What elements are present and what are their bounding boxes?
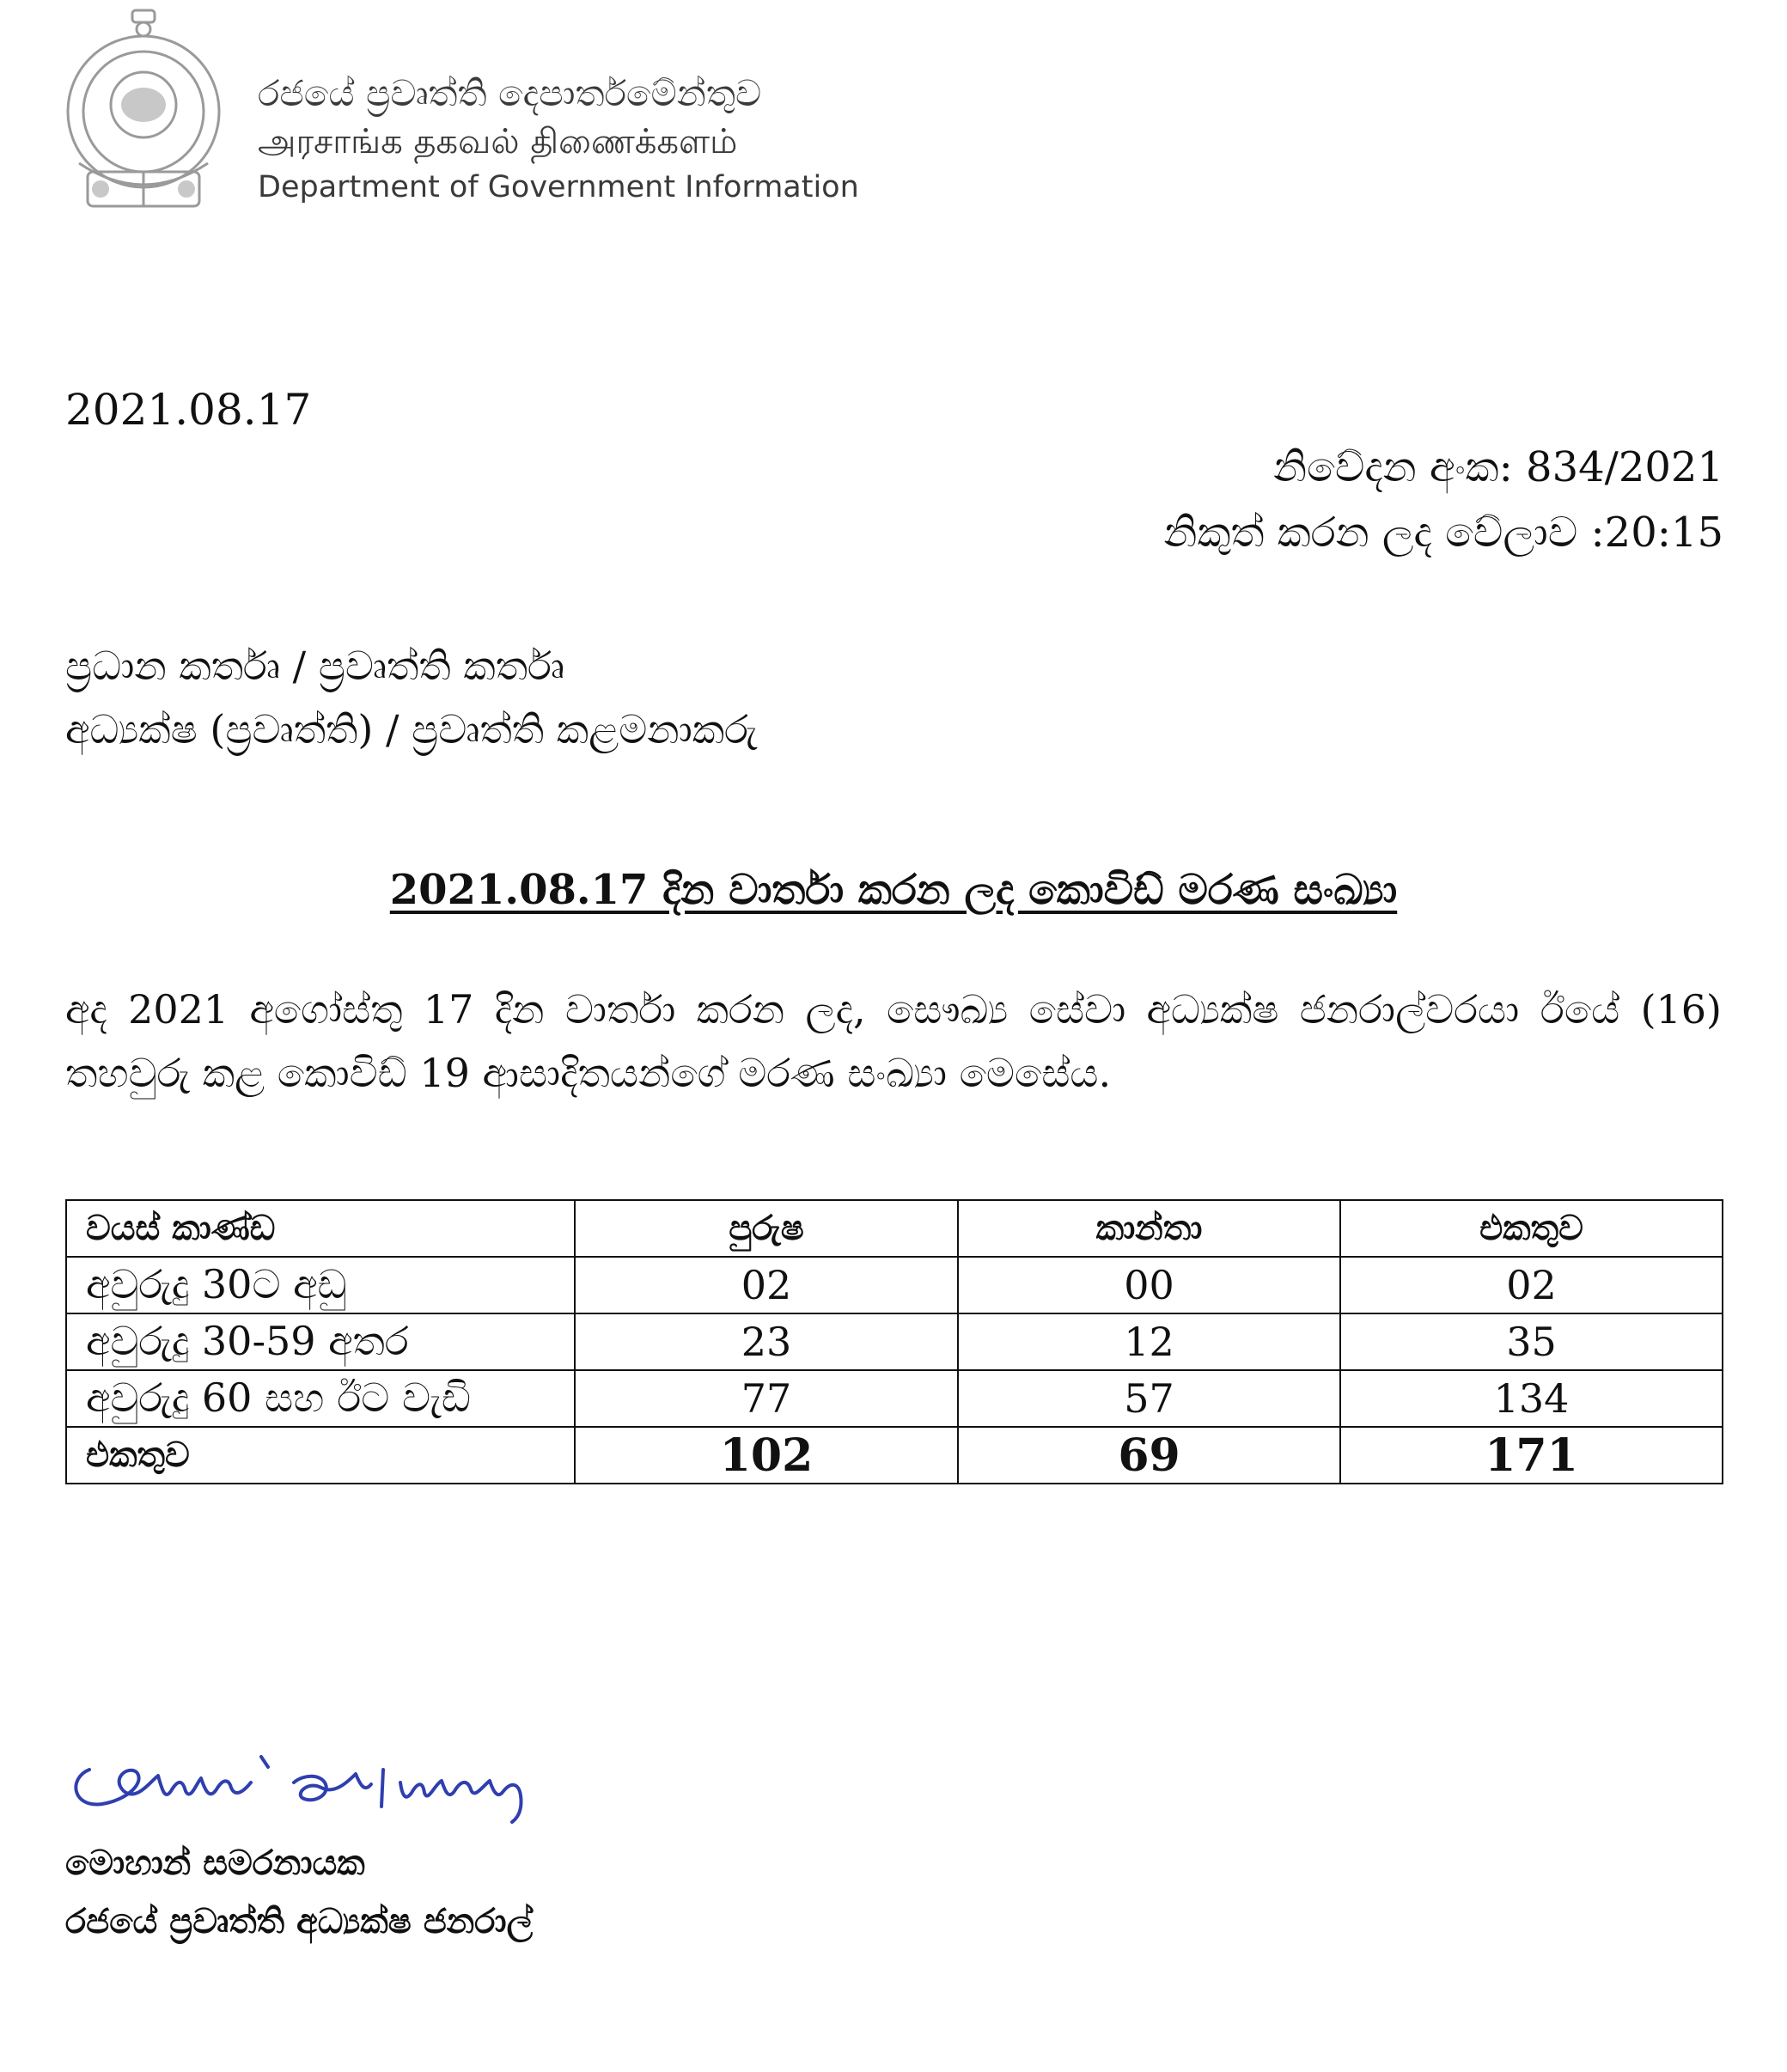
table-row	[66, 1257, 1723, 1313]
male-total-cell: 102	[575, 1427, 958, 1484]
department-name-tamil: அரசாங்க தகவல் திணைக்களம்	[258, 122, 738, 161]
total-cell: 35	[1340, 1313, 1723, 1370]
header-total: එකතුව	[1340, 1200, 1723, 1257]
handwritten-signature	[64, 1731, 545, 1825]
age-group-cell: අවුරුදු 30-59 අතර	[66, 1313, 575, 1370]
signatory-name: මොහාන් සමරනායක	[65, 1843, 365, 1883]
female-cell: 57	[958, 1370, 1340, 1427]
table-total-row	[66, 1427, 1723, 1484]
total-label-cell: එකතුව	[66, 1427, 575, 1484]
deaths-by-age-table	[65, 1199, 1723, 1484]
signatory-title: රජයේ ප්‍රවෘත්ති අධ්‍යක්ෂ ජනරාල්	[65, 1902, 534, 1941]
table-header-row	[66, 1200, 1723, 1257]
intro-paragraph: අද 2021 අගෝස්තු 17 දින වාර්තා කරන ලද, සෞඛ්‍ය සේවා අධ්‍යක්ෂ ජනරාල්වරයා ඊයේ (16) තහවුරු කළ කොවිඩ් 19 ආසාදිතයන්ගේ මරණ සංඛ්‍යා මෙසේය.	[65, 986, 1722, 1096]
recipient-line: ප්‍රධාන කර්තෘ / ප්‍රවෘත්ති කර්තෘ	[65, 643, 564, 689]
release-time: නිකුත් කරන ලද වේලාව :20:15	[1163, 509, 1723, 557]
sri-lanka-emblem-icon	[62, 9, 225, 219]
department-name-english: Department of Government Information	[258, 170, 859, 204]
total-cell: 134	[1340, 1370, 1723, 1427]
total-cell: 02	[1340, 1257, 1723, 1313]
age-group-cell: අවුරුදු 30ට අඩු	[66, 1257, 575, 1313]
header-age-group: වයස් කාණ්ඩ	[66, 1200, 575, 1257]
header-female: කාන්තා	[958, 1200, 1340, 1257]
department-name-sinhala: රජයේ ප්‍රවෘත්ති දෙපාර්තමේන්තුව	[258, 72, 762, 114]
table-row	[66, 1313, 1723, 1370]
notice-number: නිවේදන අංක: 834/2021	[1273, 443, 1723, 491]
grand-total-cell: 171	[1340, 1427, 1723, 1484]
table-row	[66, 1370, 1723, 1427]
age-group-cell: අවුරුදු 60 සහ ඊට වැඩි	[66, 1370, 575, 1427]
male-cell: 23	[575, 1313, 958, 1370]
female-total-cell: 69	[958, 1427, 1340, 1484]
female-cell: 00	[958, 1257, 1340, 1313]
male-cell: 02	[575, 1257, 958, 1313]
male-cell: 77	[575, 1370, 958, 1427]
header-male: පුරුෂ	[575, 1200, 958, 1257]
document-date: 2021.08.17	[65, 385, 312, 435]
document-title: 2021.08.17 දින වාර්තා කරන ලද කොවිඩ් මරණ සංඛ්‍යා	[389, 866, 1398, 914]
female-cell: 12	[958, 1313, 1340, 1370]
recipient-line: අධ්‍යක්ෂ (ප්‍රවෘත්ති) / ප්‍රවෘත්ති කළමනාකරු	[65, 706, 758, 753]
